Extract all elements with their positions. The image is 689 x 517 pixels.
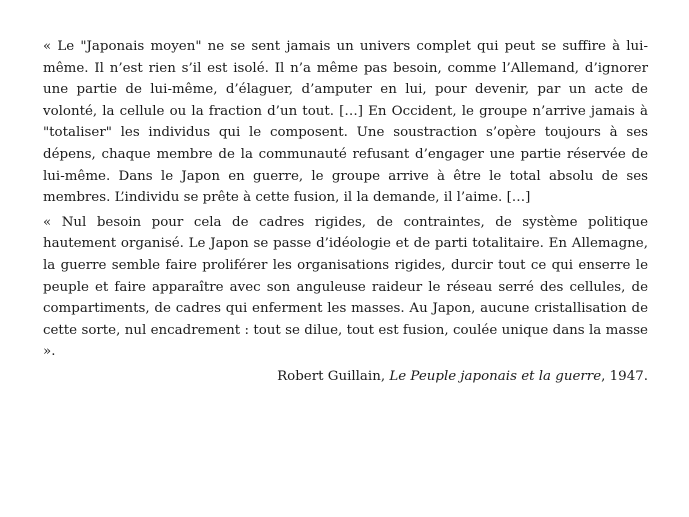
document-page bbox=[43, 36, 648, 388]
attribution-book-title: Le Peuple japonais et la guerre bbox=[389, 368, 602, 384]
attribution-author: Robert Guillain, bbox=[277, 368, 386, 384]
quote-paragraph-2: « Nul besoin pour cela de cadres rigides, de contraintes, de système politique hautement organisé. Le Japon se passe d’idéologie et de parti totalitaire. En Allemagne, la guerre semble faire proliférer les organisations rigides, durcir tout ce qui enserre le peuple et faire apparaître avec son anguleuse raideur le réseau serré des cellules, de compartiments, de cadres qui enferment les masses. Au Japon, aucune cristallisation de cette sorte, nul encadrement : tout se dilue, tout est fusion, coulée unique dans la masse ». bbox=[43, 214, 648, 360]
attribution-year: , 1947. bbox=[601, 368, 648, 384]
attribution-line bbox=[43, 366, 648, 388]
quote-paragraph-1: « Le "Japonais moyen" ne se sent jamais un univers complet qui peut se suffire à lui-même. Il n’est rien s’il est isolé. Il n’a même pas besoin, comme l’Allemand, d’ignorer une partie de lui-même, d’élaguer, d’amputer en lui, pour devenir, par un acte de volonté, la cellule ou la fraction d’un tout. […] En Occident, le groupe n’arrive jamais à "totaliser" les individus qui le composent. Une soustraction s’opère toujours à ses dépens, chaque membre de la communauté refusant d’engager une partie réservée de lui-même. Dans le Japon en guerre, le groupe arrive à être le total absolu de ses membres. L’individu se prête à cette fusion, il la demande, il l’aime. […] bbox=[43, 39, 648, 206]
